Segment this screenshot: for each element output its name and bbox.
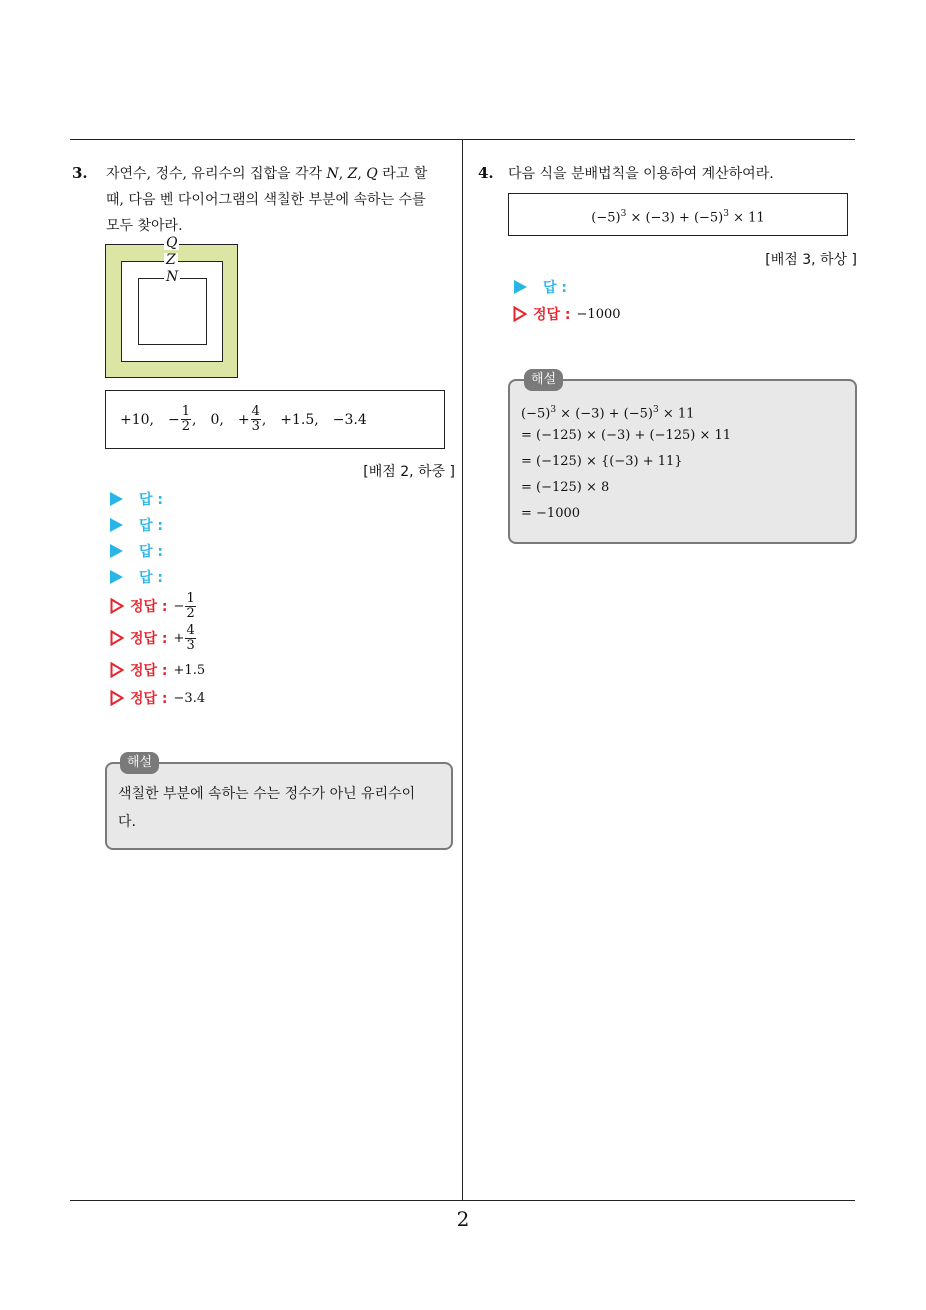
venn-label-n: N (166, 269, 179, 285)
correct-label: 정답 : (533, 307, 571, 323)
solution-line: = (−125) × {(−3) + 11} (521, 454, 683, 469)
q3-correct-row (110, 687, 205, 709)
answer-label: 답 : (139, 570, 163, 586)
correct-value: +1.5 (173, 662, 206, 678)
q3-correct-row (110, 592, 197, 620)
number-item: −3.4 (332, 411, 367, 428)
answer-arrow-icon (110, 492, 123, 506)
solution-line: = (−125) × (−3) + (−125) × 11 (521, 428, 732, 443)
venn-label-z: Z (166, 252, 176, 268)
q4-solution-tag: 해설 (524, 369, 563, 391)
answer-arrow-icon (110, 544, 123, 558)
q4-correct-row (513, 303, 621, 325)
correct-arrow-icon (110, 662, 124, 678)
set-n: N (326, 166, 339, 182)
q4-score-meta: [배점 3, 하상 ] (765, 252, 857, 268)
q4-number: 4. (478, 164, 494, 182)
answer-label: 답 : (139, 544, 163, 560)
number-item: 0, (210, 411, 224, 428)
number-item: +10, (120, 411, 154, 428)
fraction: $\frac{1}{2}$ (181, 404, 191, 434)
q4-answer-row[interactable] (514, 276, 567, 298)
q3-correct-row (110, 659, 205, 681)
answer-label: 답 : (139, 518, 163, 534)
correct-arrow-icon (513, 306, 527, 322)
answer-arrow-icon (110, 518, 123, 532)
set-z: Z (347, 166, 358, 182)
q4-question-text: 다음 식을 분배법칙을 이용하여 계산하여라. (508, 166, 774, 182)
solution-line: $(-5)^3 \times (-3) + (-5)^3 \times 11$ (521, 405, 695, 422)
solution-line: = (−125) × 8 (521, 480, 610, 495)
q3-correct-row (110, 624, 197, 652)
correct-label: 정답 : (130, 599, 168, 615)
q3-numbers-box: +10, − $\frac{1}{2}$ , 0, + $\frac{4}{3}$ , +1.5, −3.4 (105, 390, 445, 449)
q3-answer-row[interactable] (110, 540, 163, 562)
q3-question-text: 자연수, 정수, 유리수의 집합을 각각 N, Z, Q 라고 할 때, 다음 벤 다이어그램의 색칠한 부분에 속하는 수를 모두 찾아라. (106, 166, 428, 234)
set-q: Q (366, 166, 378, 182)
answer-arrow-icon (110, 570, 123, 584)
q4-expression-box: $(-5)^3 \times (-3) + (-5)^3 \times 11$ (508, 193, 848, 236)
correct-label: 정답 : (130, 663, 168, 679)
page-number: 2 (456, 1207, 470, 1231)
q3-answer-row[interactable] (110, 514, 163, 536)
column-divider (462, 139, 463, 1201)
number-item: +1.5, (280, 411, 319, 428)
q3-solution-tag: 해설 (120, 752, 159, 774)
fraction: $\frac{4}{3}$ (251, 404, 260, 434)
correct-value: −3.4 (173, 690, 206, 706)
answer-label: 답 : (543, 280, 567, 296)
correct-label: 정답 : (130, 691, 168, 707)
venn-label-q: Q (166, 235, 178, 251)
correct-value: + $\frac{4}{3}$ (173, 622, 195, 653)
correct-arrow-icon (110, 690, 124, 706)
correct-arrow-icon (110, 630, 124, 646)
correct-value: −1000 (576, 306, 621, 322)
venn-set-n (138, 278, 207, 345)
correct-arrow-icon (110, 598, 124, 614)
q3-answer-row[interactable] (110, 488, 163, 510)
answer-arrow-icon (514, 280, 527, 294)
correct-label: 정답 : (130, 631, 168, 647)
answer-label: 답 : (139, 492, 163, 508)
correct-value: − $\frac{1}{2}$ (173, 590, 195, 621)
solution-line: = −1000 (521, 506, 581, 521)
q3-solution-text: 색칠한 부분에 속하는 수는 정수가 아닌 유리수이 다. (118, 786, 416, 830)
q3-answer-row[interactable] (110, 566, 163, 588)
q3-score-meta: [배점 2, 하중 ] (363, 464, 455, 480)
q3-number: 3. (72, 164, 88, 182)
